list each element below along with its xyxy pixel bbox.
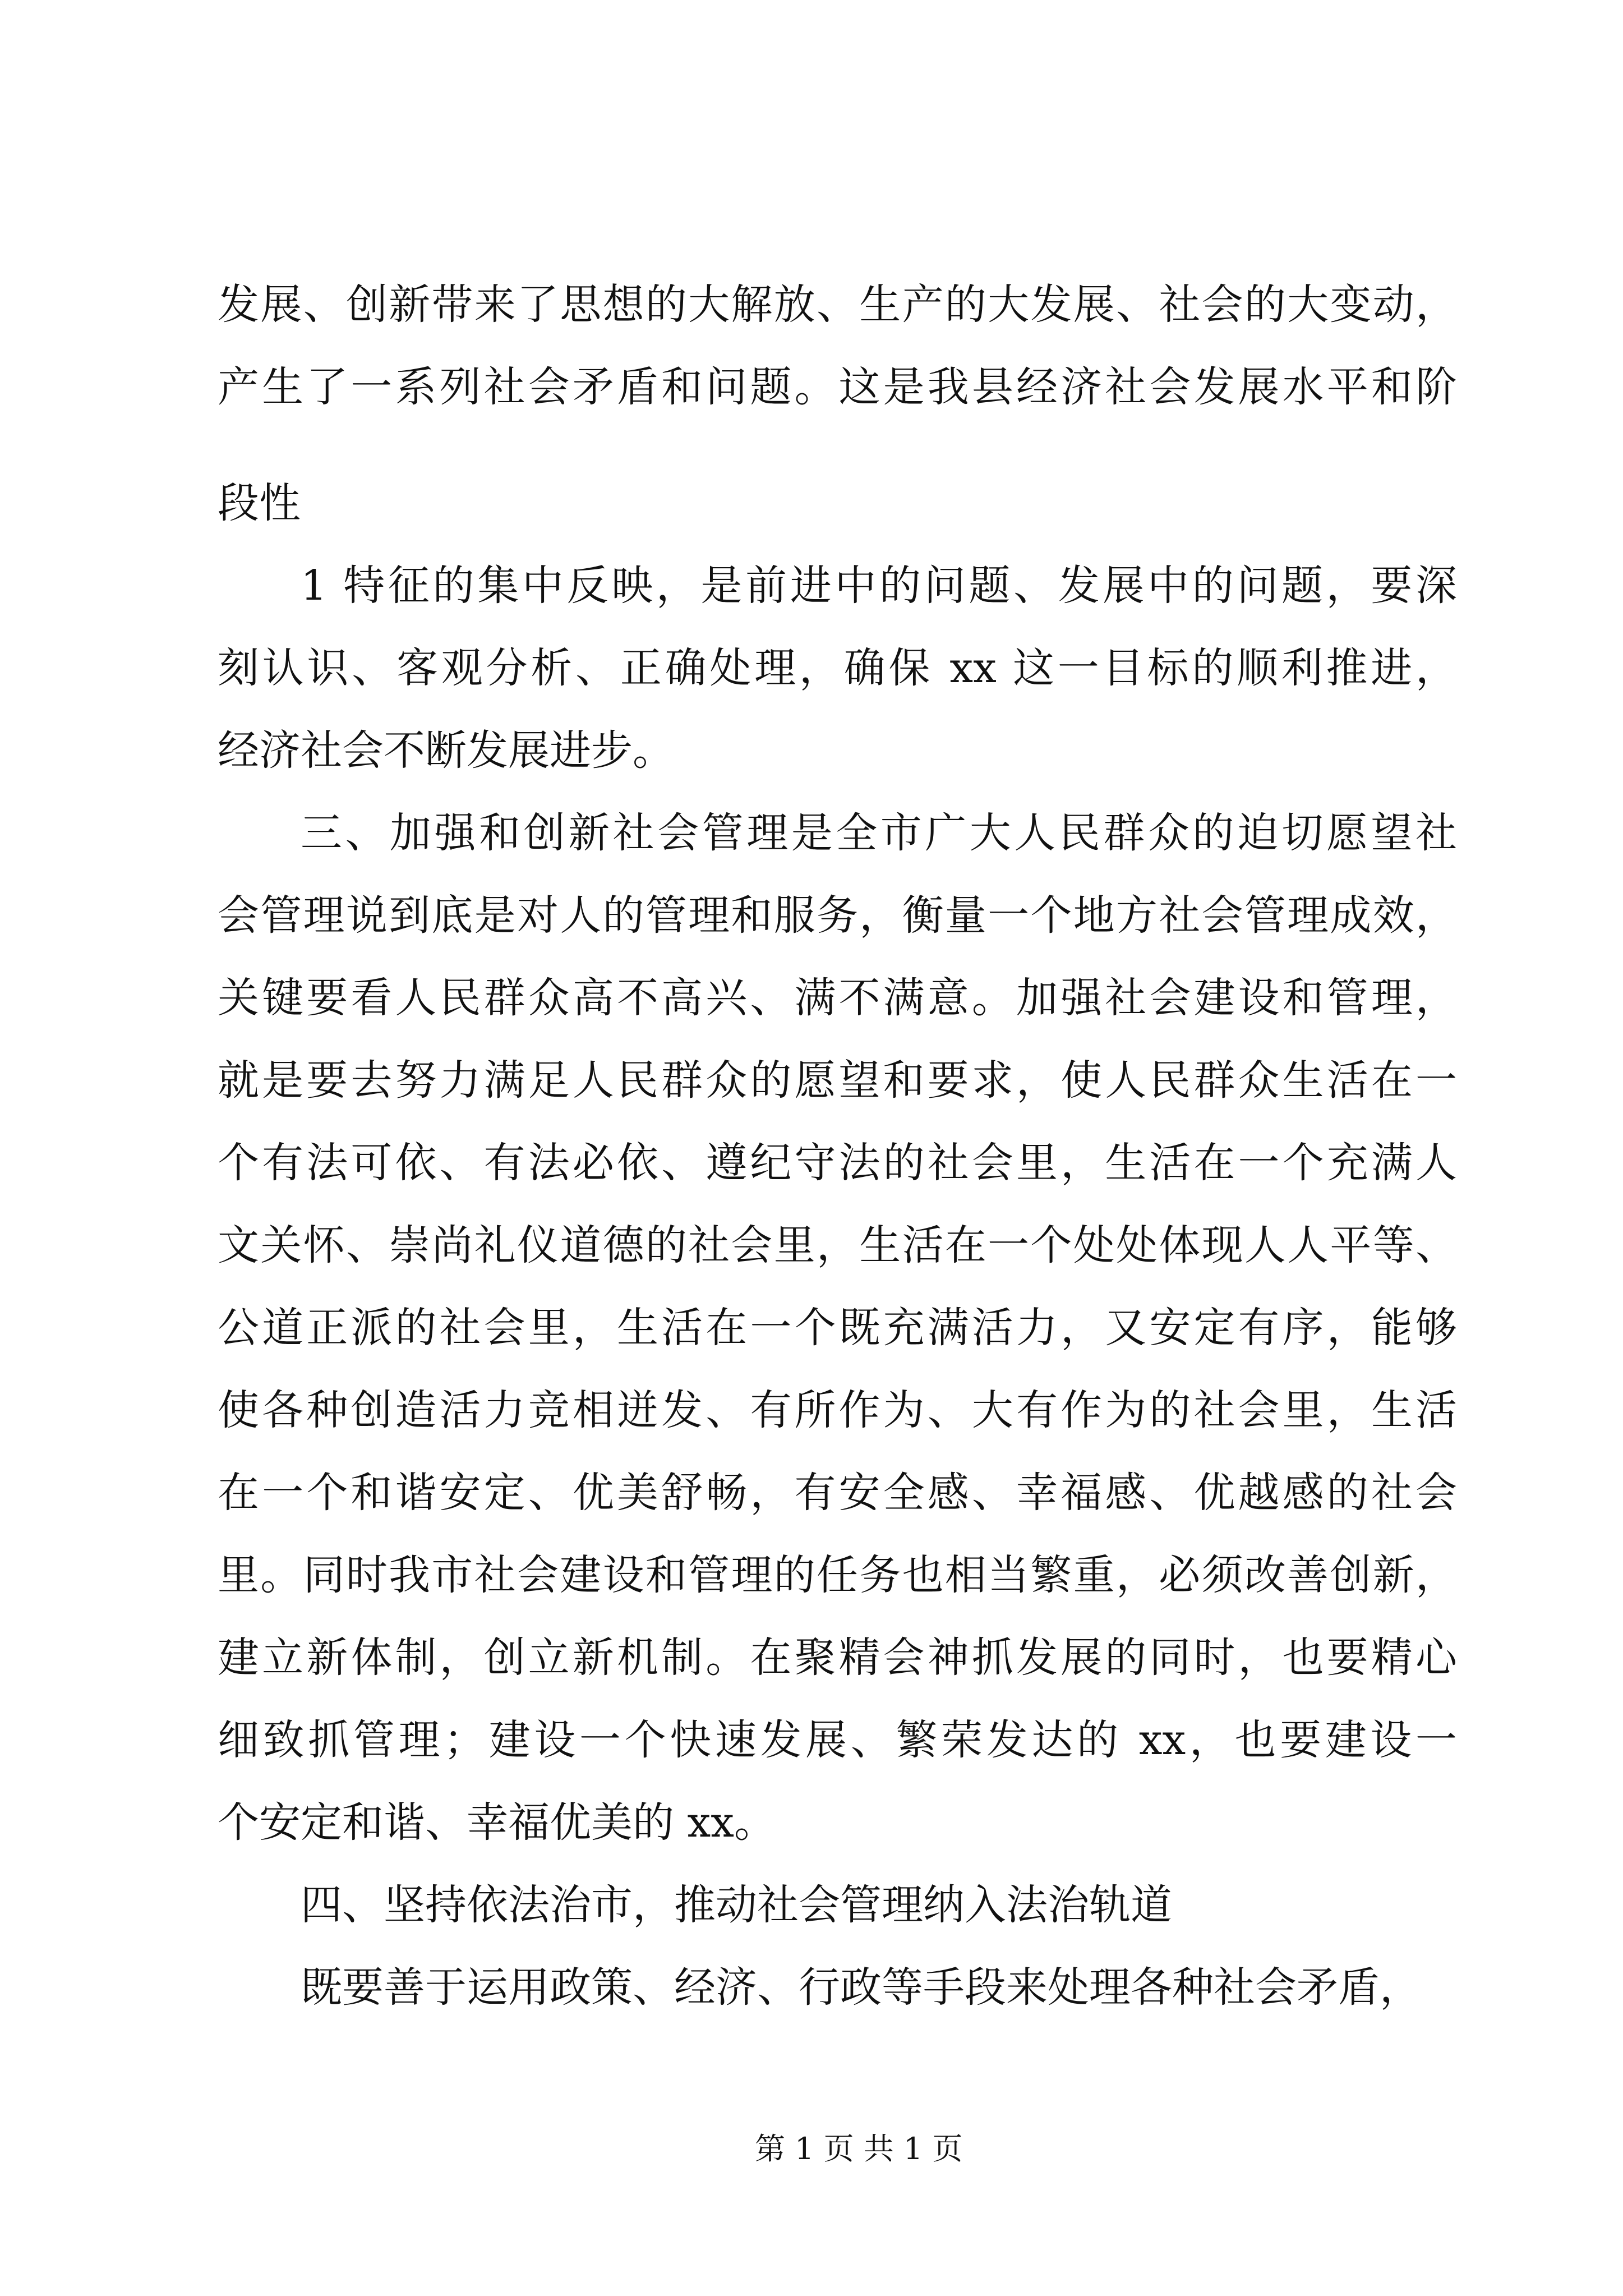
section-heading-line: 三、加强和创新社会管理是全市广大人民群众的迫切愿望社 (301, 809, 1457, 857)
text-line: 个有法可依、有法必依、遵纪守法的社会里，生活在一个充满人 (218, 1139, 1457, 1187)
paragraph (218, 1864, 1457, 1947)
text-line: 建立新体制，创立新机制。在聚精会神抓发展的同时，也要精心 (218, 1634, 1457, 1682)
text-line: 公道正派的社会里，生活在一个既充满活力，又安定有序，能够 (218, 1304, 1457, 1352)
paragraph (218, 545, 1457, 792)
text-line: 里。同时我市社会建设和管理的任务也相当繁重，必须改善创新， (218, 1551, 1457, 1599)
text-line: 在一个和谐安定、优美舒畅，有安全感、幸福感、优越感的社会 (218, 1469, 1457, 1517)
text-line: 个安定和谐、幸福优美的 xx。 (218, 1798, 776, 1847)
text-line: 会管理说到底是对人的管理和服务，衡量一个地方社会管理成效， (218, 891, 1457, 940)
text-line: 经济社会不断发展进步。 (218, 726, 674, 775)
text-line: 产生了一系列社会矛盾和问题。这是我县经济社会发展水平和阶 (218, 363, 1457, 411)
text-line: 发展、创新带来了思想的大解放、生产的大发展、社会的大变动， (218, 280, 1457, 329)
text-line: 既要善于运用政策、经济、行政等手段来处理各种社会矛盾， (301, 1963, 1421, 2012)
paragraph (218, 1947, 1457, 2029)
paragraph (218, 264, 1457, 545)
text-line: 文关怀、崇尚礼仪道德的社会里，生活在一个处处体现人人平等、 (218, 1221, 1457, 1269)
document-body (218, 264, 1457, 2029)
section-heading-line: 四、坚持依法治市，推动社会管理纳入法治轨道 (301, 1881, 1172, 1929)
text-line: 关键要看人民群众高不高兴、满不满意。加强社会建设和管理， (218, 974, 1457, 1022)
text-line: 细致抓管理；建设一个快速发展、繁荣发达的 xx，也要建设一 (218, 1716, 1457, 1764)
text-line: 段性 (218, 479, 301, 527)
paragraph (218, 792, 1457, 1864)
text-line: 刻认识、客观分析、正确处理，确保 xx 这一目标的顺利推进， (218, 644, 1457, 692)
text-line: 就是要去努力满足人民群众的愿望和要求，使人民群众生活在一 (218, 1056, 1457, 1105)
text-line: 使各种创造活力竞相迸发、有所作为、大有作为的社会里，生活 (218, 1386, 1457, 1434)
page-number-footer: 第 1 页 共 1 页 (755, 2131, 963, 2166)
text-line: 1 特征的集中反映，是前进中的问题、发展中的问题，要深 (301, 562, 1457, 610)
